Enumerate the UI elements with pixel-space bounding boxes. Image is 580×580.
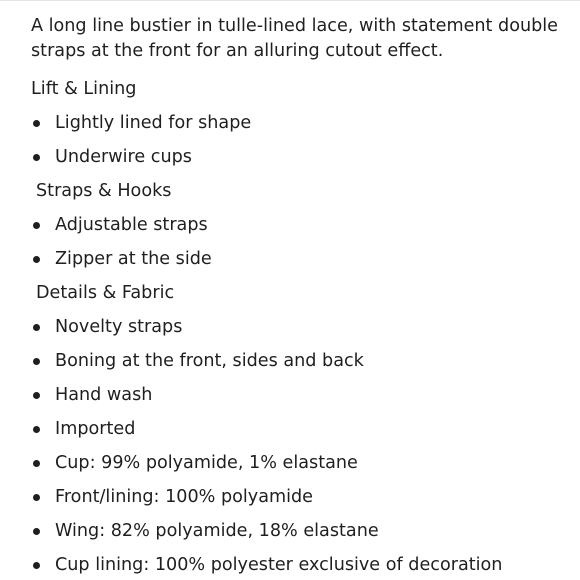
list-item [31, 242, 566, 276]
list-item [31, 514, 566, 548]
list-item [31, 140, 566, 174]
list-item [31, 208, 566, 242]
list-item-text: Underwire cups [55, 147, 192, 167]
list-item [31, 378, 566, 412]
product-description: A long line bustier in tulle-lined lace, with statement double straps at the front for an alluring cutout effect. [31, 16, 559, 61]
list-item-text: Boning at the front, sides and back [55, 351, 364, 371]
bullet-icon [33, 562, 40, 569]
section-heading-details-fabric: Details & Fabric [36, 283, 175, 303]
list-item [31, 310, 566, 344]
bullet-icon [33, 528, 40, 535]
list-item-text: Front/lining: 100% polyamide [55, 487, 314, 507]
list-item [31, 106, 566, 140]
list-item [31, 548, 566, 580]
list-item [31, 446, 566, 480]
bullet-icon [33, 358, 40, 365]
list-item-text: Cup: 99% polyamide, 1% elastane [55, 453, 358, 473]
bullet-icon [33, 120, 40, 127]
bullet-icon [33, 256, 40, 263]
bullet-icon [33, 222, 40, 229]
bullet-icon [33, 426, 40, 433]
list-item-text: Cup lining: 100% polyester exclusive of decoration [55, 555, 503, 575]
lift-lining-list [31, 106, 566, 174]
bullet-icon [33, 154, 40, 161]
list-item-text: Novelty straps [55, 317, 183, 337]
details-fabric-list [31, 310, 566, 580]
list-item-text: Imported [55, 419, 136, 439]
list-item [31, 480, 566, 514]
list-item-text: Adjustable straps [55, 215, 208, 235]
product-details-content [31, 14, 566, 580]
bullet-icon [33, 324, 40, 331]
list-item [31, 412, 566, 446]
bullet-icon [33, 460, 40, 467]
list-item [31, 344, 566, 378]
list-item-text: Lightly lined for shape [55, 113, 252, 133]
top-divider [0, 0, 580, 1]
bullet-icon [33, 392, 40, 399]
straps-hooks-list [31, 208, 566, 276]
list-item-text: Hand wash [55, 385, 153, 405]
list-item-text: Zipper at the side [55, 249, 212, 269]
section-heading-lift-lining: Lift & Lining [31, 79, 137, 99]
bullet-icon [33, 494, 40, 501]
section-heading-straps-hooks: Straps & Hooks [36, 181, 172, 201]
list-item-text: Wing: 82% polyamide, 18% elastane [55, 521, 379, 541]
